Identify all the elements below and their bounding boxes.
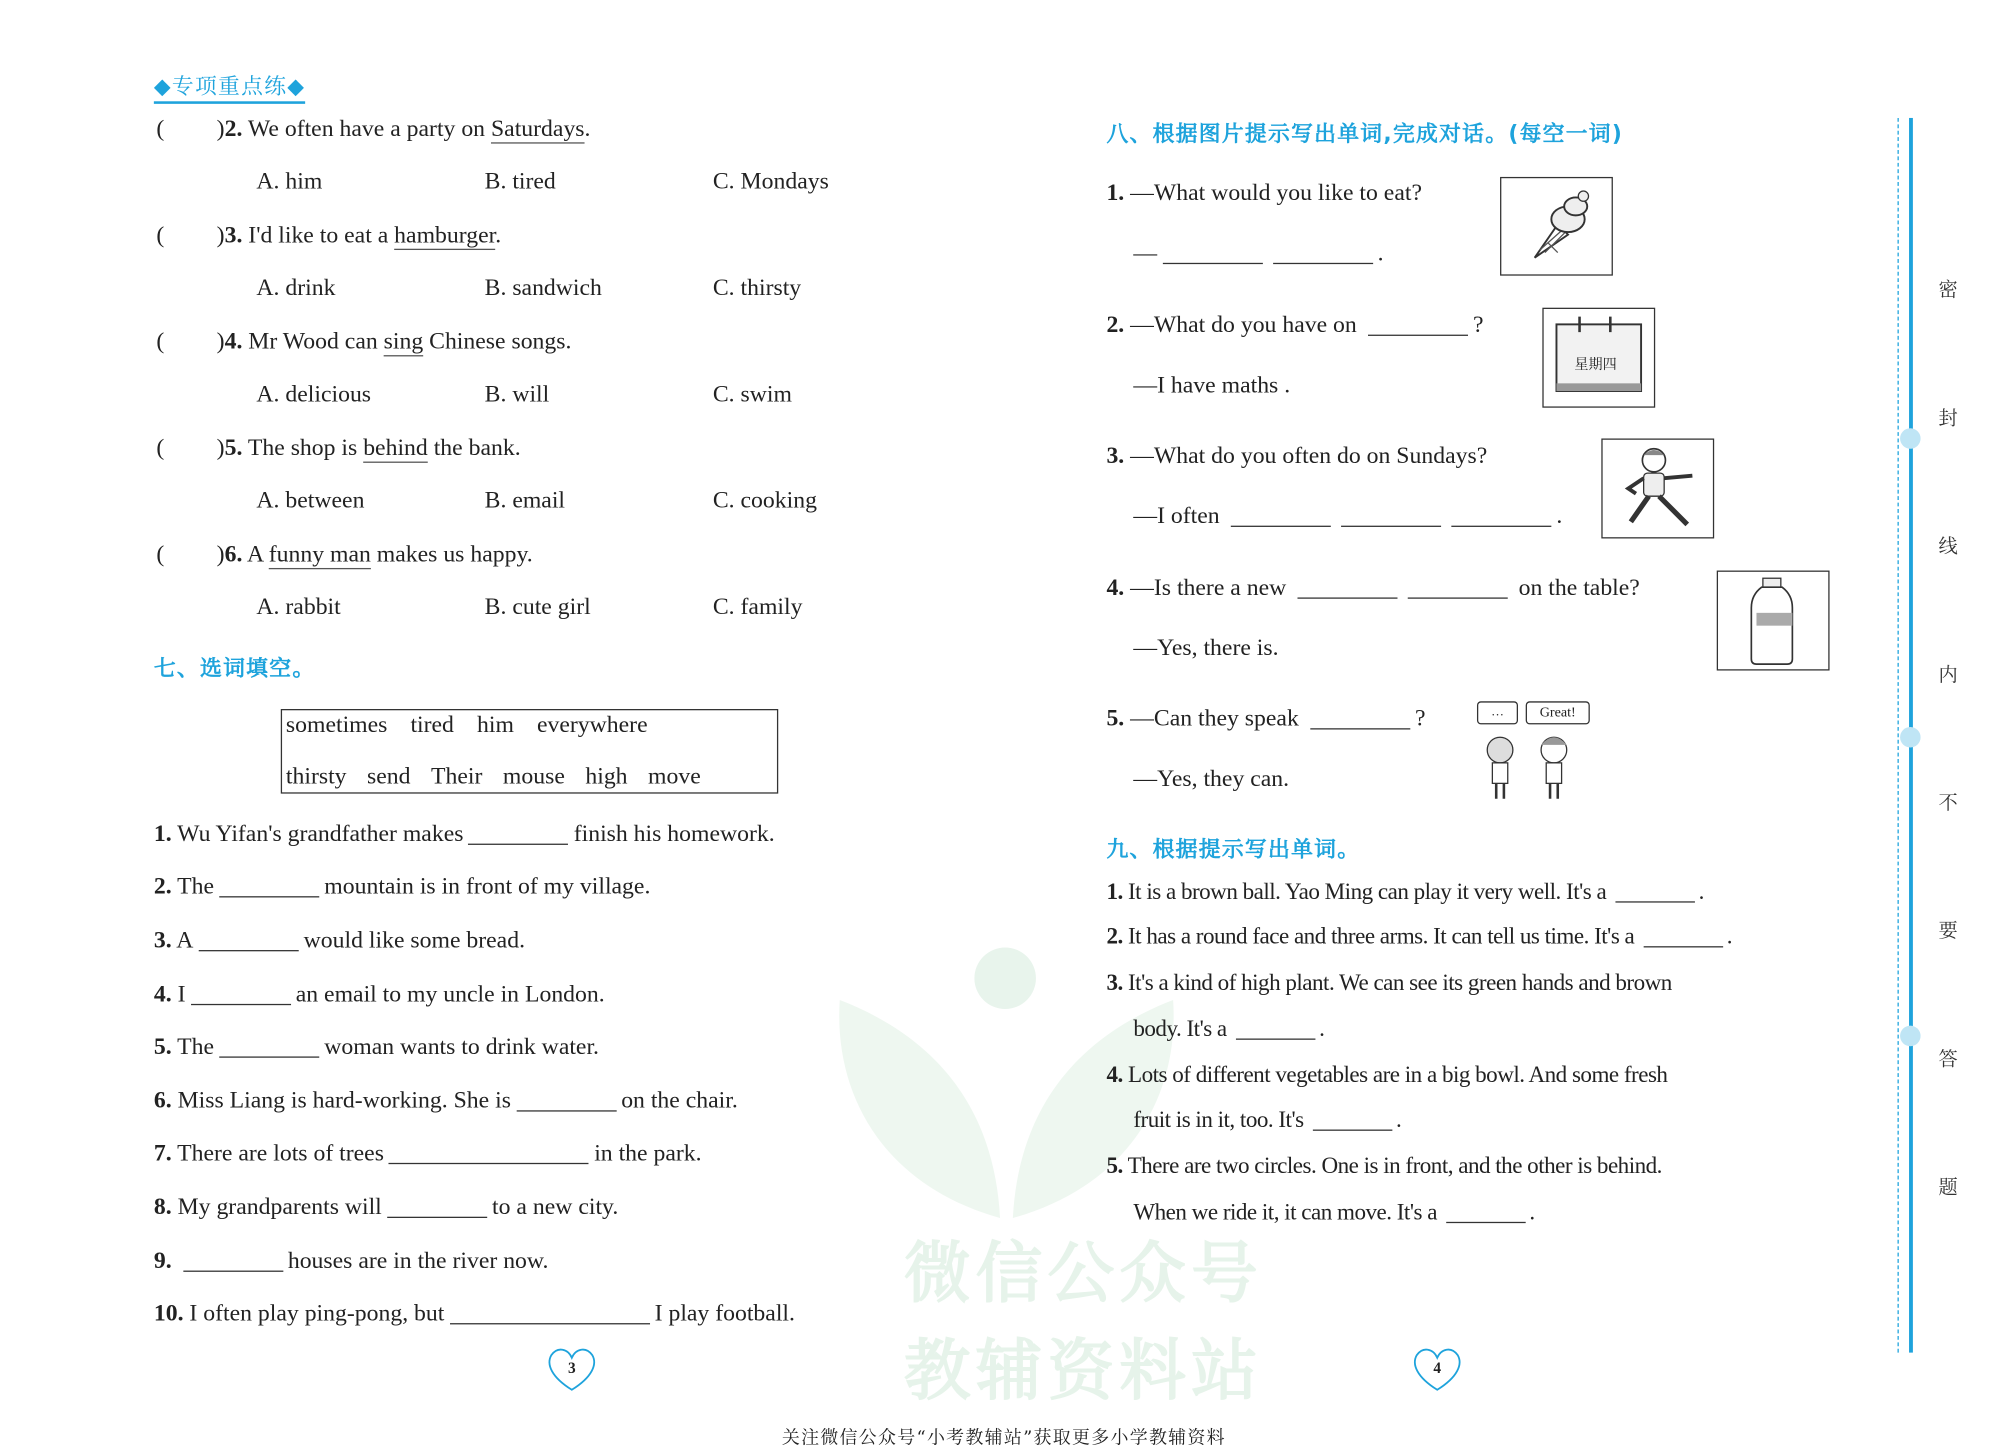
answer-blank[interactable] (449, 1322, 649, 1325)
clue-line (1133, 1199, 1534, 1226)
dialogue-text: Lots of different vegetables are in a big bowl. And some fresh (1128, 1061, 1668, 1088)
fill-in-item (154, 1141, 702, 1168)
dialogue-text: . (1319, 1015, 1325, 1042)
dialogue-answer (1133, 241, 1383, 268)
option-b[interactable]: B. sandwich (484, 275, 602, 302)
answer-blank[interactable] (199, 949, 299, 952)
answer-blank[interactable] (219, 1055, 319, 1058)
answer-paren-open: ( (156, 223, 165, 249)
word-bank-item: him (477, 712, 514, 739)
word-bank-item: high (585, 764, 628, 790)
cut-line-dashed (1898, 118, 1899, 1353)
dialogue-text: . (1529, 1198, 1535, 1225)
fill-in-item (154, 1089, 738, 1116)
word-bank-item: tired (410, 712, 454, 739)
margin-char: 题 (1938, 1175, 1958, 1199)
item-text-after: houses are in the river now. (287, 1248, 549, 1275)
dialogue-text: —Is there a new (1130, 575, 1293, 602)
question-text-end: . (584, 116, 591, 143)
girls-talking-picture (1472, 699, 1595, 804)
item-text-after: on the chair. (621, 1088, 738, 1115)
dialogue-question (1106, 313, 1483, 340)
section8-title: 八、根据图片提示写出单词,完成对话。(每空一词) (1106, 121, 1624, 148)
page-number: 4 (1433, 1359, 1442, 1377)
option-a[interactable]: A. drink (256, 275, 336, 302)
answer-blank[interactable] (389, 1162, 589, 1165)
kungfu-kid-icon (1603, 440, 1713, 537)
question-text: I'd like to eat a (248, 223, 395, 249)
answer-blank[interactable] (1368, 333, 1468, 336)
speech-bubble-1: … (1477, 701, 1518, 724)
ice-cream-picture (1500, 177, 1613, 276)
item-number: 4. (1106, 1061, 1123, 1088)
item-text-before: The (177, 874, 215, 901)
underlined-word: hamburger (394, 223, 496, 249)
dialogue-text: . (1726, 923, 1732, 949)
item-text-after: finish his homework. (573, 821, 775, 848)
bottle-icon (1718, 572, 1828, 669)
clue-line (1106, 878, 1703, 905)
item-text-after: to a new city. (492, 1194, 619, 1221)
dialogue-text: It's a kind of high plant. We can see its green hands and brown (1128, 969, 1672, 995)
answer-blank[interactable] (1341, 524, 1441, 527)
answer-paren-open: ( (156, 116, 165, 143)
dialogue-text: It has a round face and three arms. It can tell us time. It's a (1128, 923, 1640, 949)
footer-note: 关注微信公众号“小考教辅站”获取更多小学教辅资料 (781, 1428, 1226, 1449)
question-text-end: Chinese songs. (423, 329, 572, 356)
dialogue-question (1106, 706, 1425, 733)
item-number: 1. (1106, 878, 1123, 904)
item-number: 3. (153, 928, 172, 954)
fill-in-item (154, 1035, 599, 1062)
item-number: 10. (153, 1301, 184, 1327)
underlined-word: behind (363, 435, 428, 462)
question-number: 2. (224, 116, 243, 143)
underlined-word: sing (383, 329, 424, 356)
answer-blank[interactable] (1236, 1037, 1315, 1040)
dialogue-text: —What do you have on (1130, 312, 1363, 339)
item-text-after: an email to my uncle in London. (295, 982, 605, 1008)
answer-blank[interactable] (1408, 596, 1508, 599)
word-bank-item: Their (431, 764, 483, 790)
dialogue-text: When we ride it, it can move. It's a (1133, 1198, 1443, 1225)
speech-bubble-2: Great! (1526, 701, 1590, 724)
option-c[interactable]: C. Mondays (712, 169, 829, 195)
underlined-word: funny man (268, 542, 371, 568)
question-3 (217, 223, 501, 250)
question-5 (217, 436, 521, 463)
clue-line (1106, 969, 1671, 996)
item-text-before: Miss Liang is hard-working. She is (177, 1088, 511, 1115)
option-a[interactable]: A. him (256, 169, 323, 195)
watermark-text-1: 微信公众号 (903, 1235, 1263, 1313)
dialogue-text: . (1396, 1106, 1402, 1133)
question-2 (217, 117, 591, 144)
binding-dot (1900, 727, 1921, 748)
question-number: 3. (224, 223, 243, 249)
fill-in-item (154, 1249, 549, 1276)
dialogue-question (1106, 181, 1422, 208)
binding-dot (1900, 1026, 1921, 1047)
item-number: 4. (1106, 575, 1125, 602)
question-text: A (247, 542, 269, 568)
option-b[interactable]: B. will (484, 382, 550, 408)
answer-blank[interactable] (1451, 524, 1551, 527)
fill-in-item (154, 982, 605, 1009)
page-number-right (1412, 1346, 1463, 1395)
dialogue-text: . (1698, 878, 1704, 904)
section-tag: ◆专项重点练◆ (154, 68, 305, 104)
clue-line (1133, 1106, 1401, 1133)
clue-line (1106, 1153, 1661, 1180)
word-bank (281, 709, 778, 794)
question-text-end: . (495, 223, 502, 249)
question-number: 6. (224, 542, 243, 568)
underlined-word: Saturdays (490, 116, 585, 143)
answer-blank[interactable] (1297, 596, 1397, 599)
dialogue-text: body. It's a (1133, 1015, 1232, 1042)
binding-dot (1900, 428, 1921, 449)
item-text-after: woman wants to drink water. (324, 1034, 599, 1061)
option-a[interactable]: A. between (256, 488, 365, 515)
item-number: 1. (153, 821, 172, 848)
question-text: We often have a party on (247, 116, 491, 143)
dialogue-text: —What do you often do on Sundays? (1130, 443, 1488, 470)
question-text: The shop is (247, 435, 364, 462)
dialogue-text: ? (1472, 312, 1484, 339)
item-number: 2. (153, 874, 172, 901)
section9-title: 九、根据提示写出单词。 (1106, 837, 1361, 863)
page-number: 3 (567, 1359, 576, 1377)
item-text-before: I often play ping-pong, but (189, 1301, 445, 1327)
item-number: 4. (153, 982, 172, 1008)
word-bank-item: move (648, 764, 701, 790)
question-number: 4. (224, 329, 243, 356)
margin-char: 封 (1938, 406, 1958, 430)
dialogue-text: . (1556, 503, 1563, 530)
item-text-before: The (177, 1034, 215, 1061)
item-number: 2. (1106, 923, 1123, 949)
fill-in-item (154, 1301, 795, 1328)
answer-blank[interactable] (469, 842, 569, 845)
section7-title: 七、选词填空。 (153, 656, 316, 683)
answer-blank[interactable] (516, 1109, 616, 1112)
fill-in-item (154, 822, 775, 849)
answer-blank[interactable] (1162, 262, 1262, 265)
item-number: 5. (1106, 706, 1125, 733)
item-text-before: My grandparents will (177, 1194, 382, 1221)
fill-in-item (154, 928, 525, 955)
answer-paren-open: ( (156, 329, 165, 356)
dialogue-text: It is a brown ball. Yao Ming can play it very well. It's a (1128, 878, 1612, 904)
question-text: Mr Wood can (248, 329, 384, 356)
dialogue-text: —Yes, they can. (1133, 766, 1290, 793)
option-c[interactable]: C. thirsty (712, 275, 802, 302)
item-text-before: Wu Yifan's grandfather makes (177, 821, 464, 848)
option-a[interactable]: A. rabbit (256, 594, 341, 621)
option-a[interactable]: A. delicious (256, 382, 372, 408)
margin-char: 线 (1938, 534, 1958, 558)
item-text-before: A (176, 928, 194, 954)
question-text-end: makes us happy. (370, 542, 533, 568)
word-bank-item: sometimes (285, 712, 388, 739)
dialogue-answer (1133, 636, 1278, 663)
item-number: 3. (1106, 969, 1123, 995)
dialogue-answer (1133, 373, 1290, 400)
dialogue-answer (1133, 504, 1562, 531)
close-paren: ) (216, 329, 225, 356)
item-text-after: in the park. (594, 1141, 702, 1167)
dialogue-text: —What would you like to eat? (1130, 180, 1422, 207)
close-paren: ) (216, 435, 225, 462)
word-bank-row-1 (286, 713, 671, 740)
answer-blank[interactable] (1231, 524, 1331, 527)
fill-in-item (154, 874, 651, 901)
answer-blank[interactable] (1313, 1128, 1392, 1131)
question-6 (217, 542, 533, 569)
answer-blank[interactable] (1446, 1221, 1525, 1224)
item-text-after: I play football. (654, 1301, 795, 1327)
ice-cream-icon (1501, 178, 1611, 274)
dialogue-text: on the table? (1512, 575, 1640, 602)
margin-char: 内 (1938, 662, 1958, 686)
question-text-end: the bank. (427, 435, 521, 462)
calendar-day-label: 星期四 (1574, 356, 1617, 374)
item-number: 9. (153, 1248, 172, 1275)
margin-char: 答 (1938, 1047, 1958, 1071)
item-number: 2. (1106, 312, 1125, 339)
dialogue-question (1106, 444, 1487, 471)
clue-line (1106, 923, 1732, 950)
answer-blank[interactable] (1310, 727, 1410, 730)
dialogue-text: —I have maths . (1133, 373, 1291, 399)
option-c[interactable]: C. family (712, 594, 803, 621)
margin-char: 不 (1938, 791, 1958, 815)
answer-blank[interactable] (1643, 945, 1722, 948)
clue-line (1106, 1062, 1667, 1089)
close-paren: ) (216, 116, 225, 143)
close-paren: ) (216, 542, 225, 568)
dialogue-text: —Can they speak (1130, 706, 1305, 733)
word-bank-item: thirsty (285, 764, 347, 790)
option-c[interactable]: C. cooking (712, 488, 817, 515)
page-number-left (546, 1346, 597, 1395)
word-bank-item: mouse (502, 764, 565, 790)
question-4 (217, 329, 572, 356)
dialogue-question (1106, 576, 1639, 603)
option-c[interactable]: C. swim (712, 382, 792, 408)
question-number: 5. (224, 435, 243, 462)
dialogue-text: . (1377, 241, 1384, 267)
watermark-text-2: 教辅资料站 (903, 1333, 1263, 1411)
dialogue-text: —Yes, there is. (1133, 635, 1279, 662)
word-bank-item: everywhere (536, 712, 648, 739)
item-text-after: mountain is in front of my village. (324, 874, 651, 901)
item-text-before: There are lots of trees (177, 1141, 384, 1167)
word-bank-row-2 (286, 764, 701, 791)
item-number: 7. (153, 1141, 172, 1167)
item-number: 5. (153, 1034, 172, 1061)
option-b[interactable]: B. cute girl (484, 594, 591, 621)
item-text-after: would like some bread. (303, 928, 525, 954)
item-number: 1. (1106, 180, 1125, 207)
margin-char: 要 (1938, 919, 1958, 943)
calendar-picture (1542, 308, 1655, 408)
item-number: 5. (1106, 1152, 1123, 1179)
close-paren: ) (216, 223, 225, 249)
option-b[interactable]: B. email (484, 488, 566, 515)
answer-blank[interactable] (219, 895, 319, 898)
answer-blank[interactable] (387, 1215, 487, 1218)
dialogue-text: There are two circles. One is in front, and the other is behind. (1127, 1152, 1662, 1179)
fill-in-item (154, 1195, 618, 1222)
item-text-before: I (177, 982, 186, 1008)
margin-char: 密 (1938, 278, 1958, 302)
bottle-picture (1717, 571, 1830, 671)
item-number: 6. (153, 1088, 172, 1115)
dialogue-text: ? (1414, 706, 1426, 733)
clue-line (1133, 1015, 1324, 1042)
dialogue-text: —I often (1133, 503, 1226, 530)
item-number: 3. (1106, 443, 1125, 470)
answer-blank[interactable] (1272, 262, 1372, 265)
kungfu-picture (1601, 438, 1714, 538)
word-bank-item: send (367, 764, 411, 790)
dialogue-text: — (1133, 241, 1158, 267)
answer-blank[interactable] (183, 1269, 283, 1272)
answer-blank[interactable] (1615, 900, 1694, 903)
answer-paren-open: ( (156, 435, 165, 462)
answer-blank[interactable] (191, 1003, 291, 1006)
answer-paren-open: ( (156, 542, 165, 568)
option-b[interactable]: B. tired (484, 169, 556, 195)
dialogue-text: fruit is in it, too. It's (1133, 1106, 1309, 1133)
item-number: 8. (153, 1194, 172, 1221)
dialogue-answer (1133, 767, 1289, 794)
